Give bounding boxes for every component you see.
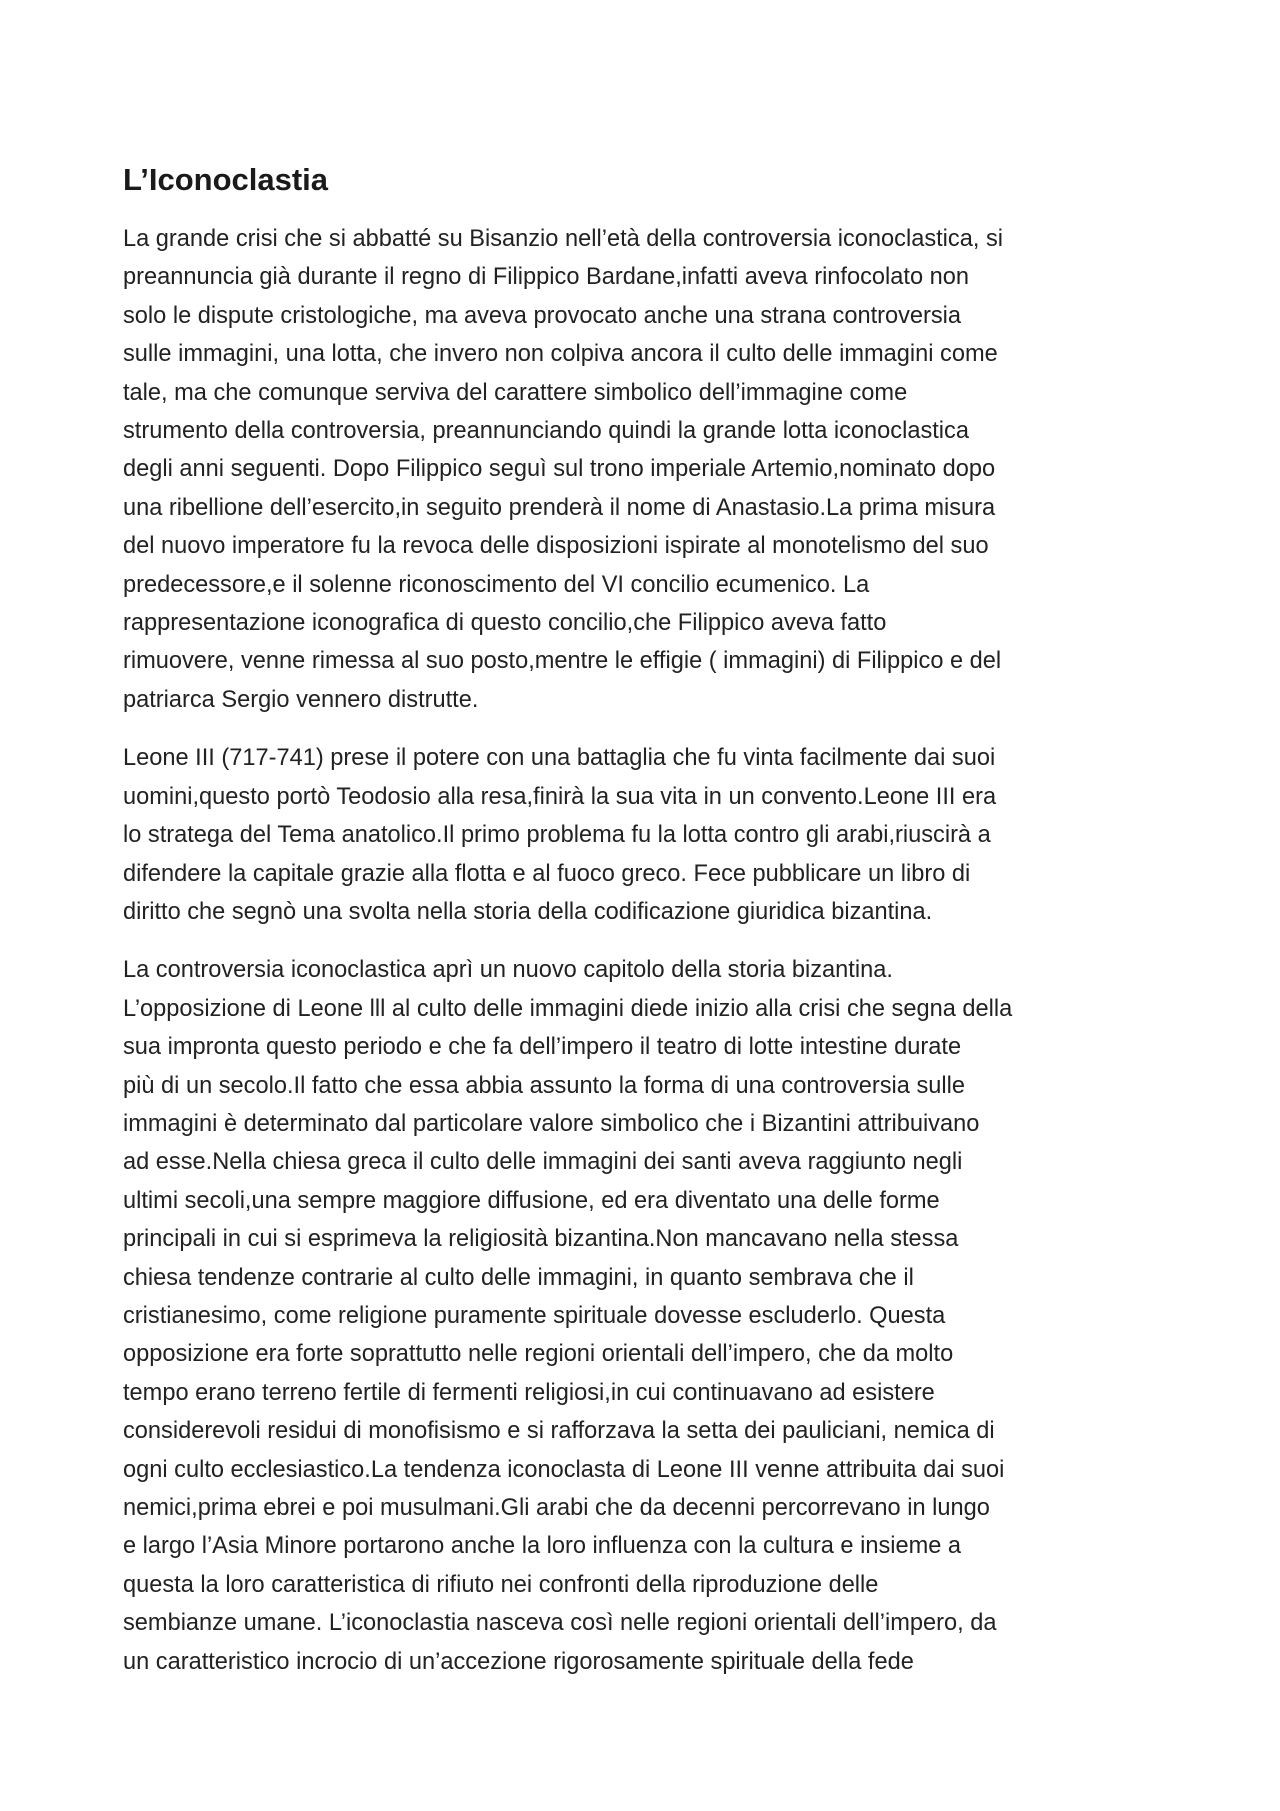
text-line: cristianesimo, come religione puramente spirituale dovesse escluderlo. Questa — [123, 1302, 946, 1329]
text-line: rimuovere, venne rimessa al suo posto,mentre le effigie ( immagini) di Filippico e del — [123, 648, 1002, 675]
text-line: tale, ma che comunque serviva del carattere simbolico dell’immagine come — [123, 379, 908, 406]
text-line: uomini,questo portò Teodosio alla resa,finirà la sua vita in un convento.Leone III era — [123, 783, 997, 810]
text-line: più di un secolo.Il fatto che essa abbia assunto la forma di una controversia sulle — [123, 1072, 966, 1099]
text-line: sulle immagini, una lotta, che invero non colpiva ancora il culto delle immagini come — [123, 341, 998, 368]
text-line: Leone III (717-741) prese il potere con una battaglia che fu vinta facilmente dai suoi — [123, 745, 996, 772]
text-line: immagini è determinato dal particolare valore simbolico che i Bizantini attribuivano — [123, 1110, 980, 1137]
text-line: una ribellione dell’esercito,in seguito prenderà il nome di Anastasio.La prima misura — [123, 494, 996, 521]
text-line: chiesa tendenze contrarie al culto delle immagini, in quanto sembrava che il — [123, 1264, 914, 1291]
text-line: lo stratega del Tema anatolico.Il primo problema fu la lotta contro gli arabi,riuscirà a — [123, 822, 991, 849]
text-line: ultimi secoli,una sempre maggiore diffusione, ed era diventato una delle forme — [123, 1187, 940, 1214]
text-line: sua impronta questo periodo e che fa dell’impero il teatro di lotte intestine durate — [123, 1034, 962, 1061]
text-line: solo le dispute cristologiche, ma aveva provocato anche una strana controversia — [123, 302, 962, 329]
text-line: considerevoli residui di monofisismo e si rafforzava la setta dei pauliciani, nemica di — [123, 1418, 995, 1445]
text-line: sembianze umane. L’iconoclastia nasceva così nelle regioni orientali dell’impero, da — [123, 1610, 997, 1637]
paragraph-1 — [123, 220, 1163, 719]
text-line: L’opposizione di Leone lll al culto delle immagini diede inizio alla crisi che segna della — [123, 995, 1013, 1022]
text-line: difendere la capitale grazie alla flotta e al fuoco greco. Fece pubblicare un libro di — [123, 860, 971, 887]
text-line: opposizione era forte soprattutto nelle regioni orientali dell’impero, che da molto — [123, 1341, 954, 1368]
text-line: del nuovo imperatore fu la revoca delle disposizioni ispirate al monotelismo del suo — [123, 533, 989, 560]
text-line: ogni culto ecclesiastico.La tendenza iconoclasta di Leone III venne attribuita dai suoi — [123, 1456, 1005, 1483]
document-title: L’Iconoclastia — [123, 162, 329, 197]
text-line: patriarca Sergio vennero distrutte. — [123, 686, 479, 713]
paragraph-3 — [123, 951, 1163, 1681]
text-line: tempo erano terreno fertile di fermenti religiosi,in cui continuavano ad esistere — [123, 1379, 935, 1406]
text-line: La controversia iconoclastica aprì un nuovo capitolo della storia bizantina. — [123, 957, 893, 984]
text-line: nemici,prima ebrei e poi musulmani.Gli arabi che da decenni percorrevano in lungo — [123, 1495, 990, 1521]
paragraph-list — [123, 220, 1163, 1681]
paragraph-2 — [123, 739, 1163, 931]
text-line: rappresentazione iconografica di questo concilio,che Filippico aveva fatto — [123, 610, 887, 637]
text-line: diritto che segnò una svolta nella storia della codificazione giuridica bizantina. — [123, 898, 933, 925]
text-line: degli anni seguenti. Dopo Filippico seguì sul trono imperiale Artemio,nominato dopo — [123, 456, 996, 483]
text-line: preannuncia già durante il regno di Filippico Bardane,infatti aveva rinfocolato non — [123, 264, 969, 291]
text-line: predecessore,e il solenne riconoscimento del VI concilio ecumenico. La — [123, 571, 870, 598]
text-line: questa la loro caratteristica di rifiuto nei confronti della riproduzione delle — [123, 1571, 879, 1598]
document-body — [123, 160, 1163, 1701]
text-line: un caratteristico incrocio di un’accezione rigorosamente spirituale della fede — [123, 1648, 914, 1675]
text-line: strumento della controversia, preannunciando quindi la grande lotta iconoclastica — [123, 418, 969, 445]
text-line: principali in cui si esprimeva la religiosità bizantina.Non mancavano nella stessa — [123, 1226, 959, 1253]
text-line: e largo l’Asia Minore portarono anche la loro influenza con la cultura e insieme a — [123, 1533, 962, 1560]
text-line: ad esse.Nella chiesa greca il culto delle immagini dei santi aveva raggiunto negli — [123, 1149, 963, 1176]
text-line: La grande crisi che si abbatté su Bisanzio nell’età della controversia iconoclastica, si — [123, 226, 1003, 252]
